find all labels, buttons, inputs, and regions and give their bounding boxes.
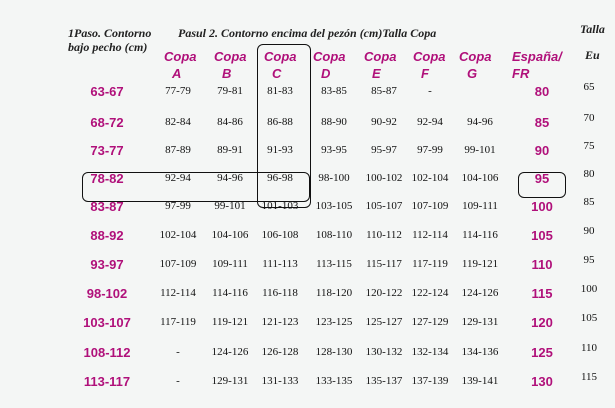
cup-cell: 109-111 [462,200,498,212]
cup-cell: 129-131 [211,375,249,387]
cup-cell: 94-96 [217,172,243,184]
cup-cell: 130-132 [365,346,403,358]
cup-cell: 86-88 [267,116,293,128]
eu-size: 85 [583,196,595,208]
cup-cell: 95-97 [371,144,397,156]
underbust-range: 93-97 [90,257,124,272]
cup-header-line1: Copa [364,49,397,64]
step1-line2: bajo pecho (cm) [68,40,148,54]
cup-cell: 133-135 [315,375,353,387]
cup-cell: 92-94 [165,172,191,184]
cup-cell: 79-81 [217,85,243,97]
underbust-range: 88-92 [90,228,124,243]
cup-cell: 110-112 [366,229,402,241]
cup-cell: 93-95 [321,144,347,156]
cup-header-letter: G [467,66,478,81]
eu-label: Eu [585,48,600,62]
cup-cell: 111-113 [262,258,298,270]
cup-cell: 127-129 [411,316,449,328]
spain-fr-line2: FR [512,66,530,81]
cup-cell: 116-118 [262,287,298,299]
cup-header-b [214,48,247,82]
cup-cell: 131-133 [261,375,299,387]
cup-cell: 97-99 [165,200,191,212]
spain-fr-size: 90 [534,143,550,158]
underbust-range: 113-117 [83,374,131,389]
cup-cell: 118-120 [315,287,353,299]
step1-line1: 1Paso. Contorno [68,26,152,40]
cup-cell: 135-137 [365,375,403,387]
cup-cell: 82-84 [165,116,191,128]
step1-title [68,26,151,54]
cup-header-line1: Copa [214,49,247,64]
cup-header-line1: Copa [459,49,492,64]
eu-size: 90 [583,225,595,237]
cup-header-letter: D [321,66,331,81]
cup-cell: 139-141 [461,375,499,387]
cup-cell: 119-121 [461,258,499,270]
underbust-range: 73-77 [90,143,124,158]
eu-size: 80 [583,168,595,180]
cup-cell: 134-136 [461,346,499,358]
cup-header-line1: Copa [264,49,297,64]
cup-cell: 120-122 [365,287,403,299]
cup-cell: 109-111 [212,258,248,270]
cup-cell: 85-87 [371,85,397,97]
underbust-range: 108-112 [83,345,131,360]
cup-header-letter: F [421,66,429,81]
cup-cell: 84-86 [217,116,243,128]
step2-title: Pasul 2. Contorno encima del pezón (cm)Talla Copa [178,26,437,40]
cup-cell: 108-110 [315,229,353,241]
cup-cell: 90-92 [371,116,397,128]
cup-header-g [459,48,492,82]
talla-label: Talla [580,22,605,36]
cup-cell: 123-125 [315,316,353,328]
cup-cell: 117-119 [412,258,448,270]
cup-cell: 91-93 [267,144,293,156]
eu-size: 100 [580,283,598,295]
cup-header-line1: Copa [313,49,346,64]
spain-fr-size: 130 [531,374,553,389]
cup-cell: 81-83 [267,85,293,97]
cup-cell: 83-85 [321,85,347,97]
cup-cell: 129-131 [461,316,499,328]
cup-cell: 126-128 [261,346,299,358]
cup-cell: 112-114 [160,287,196,299]
cup-cell: - [428,85,432,97]
underbust-range: 78-82 [90,171,124,186]
cup-cell: 96-98 [267,172,293,184]
cup-cell: 121-123 [261,316,299,328]
cup-cell: 114-116 [212,287,248,299]
cup-header-line1: Copa [413,49,446,64]
underbust-range: 103-107 [83,315,131,330]
eu-size: 110 [580,342,598,354]
spain-fr-size: 115 [531,286,553,301]
spain-fr-size: 110 [531,257,553,272]
eu-size: 70 [583,112,595,124]
cup-cell: 124-126 [461,287,499,299]
cup-cell: 89-91 [217,144,243,156]
spain-fr-size: 80 [534,84,550,99]
cup-cell: 102-104 [411,172,449,184]
cup-cell: 94-96 [467,116,493,128]
spain-fr-size: 105 [531,228,553,243]
cup-cell: 97-99 [417,144,443,156]
cup-cell: 114-116 [462,229,498,241]
eu-size: 75 [583,140,595,152]
eu-size: 115 [580,371,598,383]
underbust-range: 98-102 [86,286,128,301]
cup-header-letter: E [372,66,381,81]
cup-cell: 101-103 [261,200,299,212]
cup-cell: 88-90 [321,116,347,128]
cup-cell: 100-102 [365,172,403,184]
cup-cell: 117-119 [160,316,196,328]
cup-cell: 104-106 [461,172,499,184]
cup-cell: 119-121 [211,316,249,328]
underbust-range: 68-72 [90,115,124,130]
cup-cell: - [176,346,180,358]
cup-cell: 98-100 [318,172,350,184]
cup-cell: 102-104 [159,229,197,241]
spain-fr-header [512,48,562,82]
cup-cell: 99-101 [464,144,496,156]
cup-cell: 103-105 [315,200,353,212]
cup-cell: 128-130 [315,346,353,358]
cup-cell: 99-101 [214,200,246,212]
cup-header-letter: A [172,66,182,81]
cup-header-f [413,48,446,82]
cup-cell: 106-108 [261,229,299,241]
cup-cell: 113-115 [316,258,352,270]
spain-fr-size: 125 [531,345,553,360]
cup-cell: 124-126 [211,346,249,358]
cup-cell: - [176,375,180,387]
cup-cell: 77-79 [165,85,191,97]
cup-cell: 112-114 [412,229,448,241]
underbust-range: 63-67 [90,84,124,99]
spain-fr-size: 120 [531,315,553,330]
cup-cell: 105-107 [365,200,403,212]
cup-cell: 104-106 [211,229,249,241]
cup-header-d [313,48,346,82]
underbust-range: 83-87 [90,199,124,214]
cup-cell: 107-109 [159,258,197,270]
cup-cell: 125-127 [365,316,403,328]
cup-cell: 122-124 [411,287,449,299]
spain-fr-size: 95 [534,171,550,186]
row-78-82-highlight-box [82,172,310,202]
cup-header-a [164,48,197,82]
spain-fr-size: 85 [534,115,550,130]
cup-header-letter: B [222,66,232,81]
cup-cell: 115-117 [366,258,402,270]
cup-cell: 87-89 [165,144,191,156]
cup-header-line1: Copa [164,49,197,64]
cup-cell: 137-139 [411,375,449,387]
cup-cell: 92-94 [417,116,443,128]
spain-fr-line1: España/ [512,49,562,64]
spain-95-highlight-box [518,172,566,198]
cup-header-letter: C [272,66,282,81]
eu-size: 105 [580,312,598,324]
cup-header-e [364,48,397,82]
eu-size: 95 [583,254,595,266]
cup-cell: 132-134 [411,346,449,358]
cup-cell: 107-109 [411,200,449,212]
eu-size: 65 [583,81,595,93]
spain-fr-size: 100 [531,199,553,214]
